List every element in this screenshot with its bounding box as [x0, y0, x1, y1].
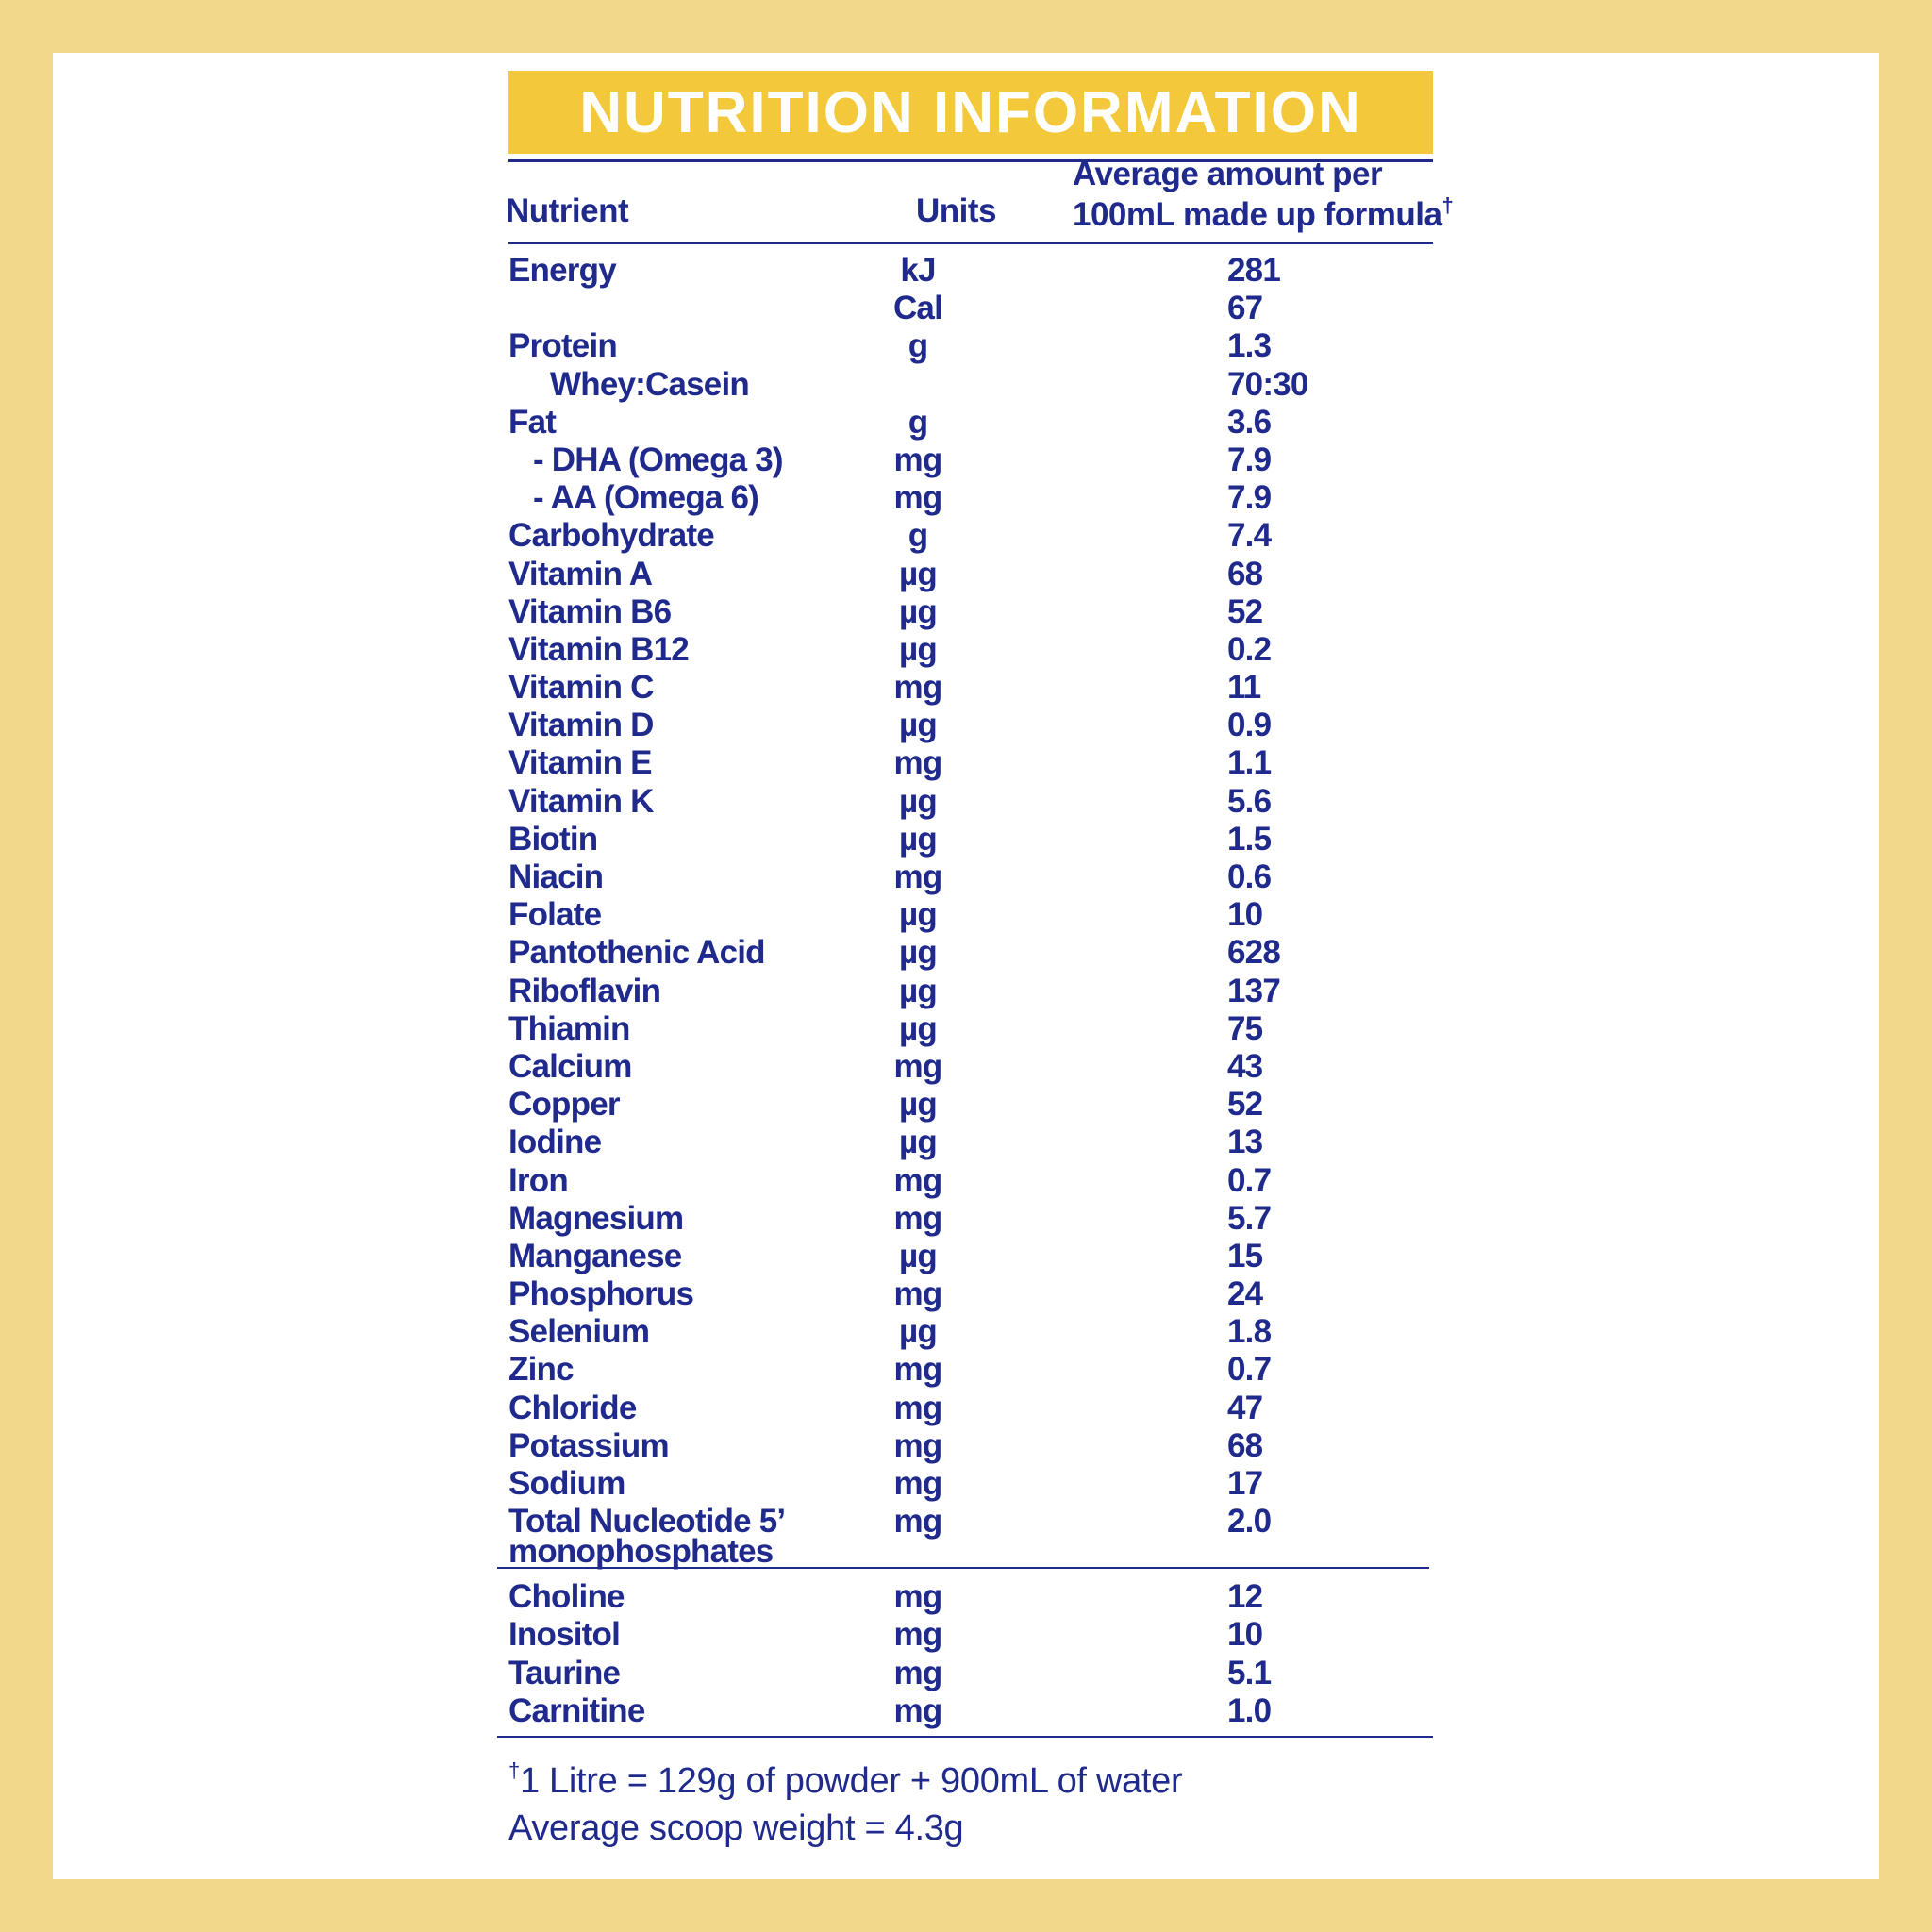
unit-cell: µg: [899, 630, 937, 668]
unit-cell: mg: [893, 1389, 942, 1426]
table-row: [508, 290, 1433, 327]
nutrient-name: Fat: [508, 403, 557, 441]
table-row: [508, 973, 1433, 1010]
unit-cell: mg: [893, 1654, 942, 1691]
unit-cell: mg: [893, 1578, 942, 1616]
page-title: NUTRITION INFORMATION: [579, 79, 1362, 145]
value-cell: 1.0: [1227, 1691, 1272, 1729]
unit-cell: µg: [899, 972, 937, 1009]
table-header: [506, 156, 1454, 242]
nutrient-name: Thiamin: [508, 1009, 630, 1047]
nutrient-name: Riboflavin: [508, 972, 661, 1009]
unit-cell: g: [908, 517, 928, 555]
value-cell: 10: [1227, 1616, 1263, 1654]
title-bar: [508, 71, 1433, 154]
value-cell: 1.1: [1227, 744, 1272, 782]
unit-cell: mg: [893, 1691, 942, 1729]
table-row: [508, 252, 1433, 290]
unit-cell: mg: [893, 744, 942, 782]
table-row: [508, 1390, 1433, 1427]
value-cell: 137: [1227, 972, 1280, 1009]
table-row: [508, 1238, 1433, 1275]
header-amount-mark: †: [1441, 193, 1454, 217]
unit-cell: mg: [893, 1465, 942, 1502]
value-cell: 5.1: [1227, 1654, 1272, 1691]
nutrient-name: Vitamin K: [508, 782, 654, 820]
header-nutrient: Nutrient: [506, 192, 629, 229]
table-row: [508, 1351, 1433, 1389]
nutrient-name: Choline: [508, 1578, 625, 1616]
nutrient-name: Chloride: [508, 1389, 637, 1426]
table-row: [508, 821, 1433, 858]
value-cell: 5.6: [1227, 782, 1272, 820]
table-row: [508, 1275, 1433, 1313]
unit-cell: mg: [893, 669, 942, 707]
value-cell: 47: [1227, 1389, 1263, 1426]
unit-cell: g: [908, 403, 928, 441]
value-cell: 75: [1227, 1009, 1263, 1047]
unit-cell: µg: [899, 707, 937, 744]
unit-cell: µg: [899, 1086, 937, 1124]
value-cell: 3.6: [1227, 403, 1272, 441]
nutrient-name: Iodine: [508, 1124, 602, 1161]
nutrient-name: Vitamin B12: [508, 630, 689, 668]
value-cell: 52: [1227, 1086, 1263, 1124]
value-cell: 11: [1227, 669, 1261, 707]
nutrient-name: Copper: [508, 1086, 620, 1124]
value-cell: 7.9: [1227, 479, 1272, 517]
nutrient-name-line2: monophosphates: [508, 1533, 774, 1571]
table-row: [508, 1200, 1433, 1238]
table-row: [508, 1010, 1433, 1048]
value-cell: 0.9: [1227, 707, 1272, 744]
nutrient-name: Taurine: [508, 1654, 621, 1691]
value-cell: 0.7: [1227, 1161, 1272, 1199]
nutrient-name: Niacin: [508, 858, 604, 895]
nutrient-name: Iron: [508, 1161, 568, 1199]
table-row: [508, 327, 1433, 365]
value-cell: 1.8: [1227, 1313, 1272, 1351]
value-cell: 43: [1227, 1047, 1263, 1085]
unit-cell: mg: [893, 479, 942, 517]
value-cell: 7.4: [1227, 517, 1272, 555]
nutrient-name: Vitamin A: [508, 555, 653, 592]
unit-cell: mg: [893, 1199, 942, 1237]
value-cell: 1.5: [1227, 820, 1272, 858]
value-cell: 7.9: [1227, 441, 1272, 478]
table-row: [508, 1427, 1433, 1465]
nutrient-name: Energy: [508, 252, 616, 289]
nutrient-name: Pantothenic Acid: [508, 934, 765, 972]
nutrient-name: Calcium: [508, 1047, 632, 1085]
nutrient-name: Selenium: [508, 1313, 650, 1351]
table-row: [508, 934, 1433, 972]
value-cell: 0.7: [1227, 1351, 1272, 1389]
header-amount: [1073, 156, 1454, 233]
unit-cell: mg: [893, 1503, 942, 1541]
table-row: [508, 556, 1433, 593]
unit-cell: Cal: [892, 290, 943, 327]
nutrient-name: - AA (Omega 6): [533, 479, 759, 517]
footnote-line2: Average scoop weight = 4.3g: [508, 1807, 964, 1848]
nutrient-name: Vitamin D: [508, 707, 654, 744]
table-row: [508, 783, 1433, 821]
nutrient-name: Sodium: [508, 1465, 625, 1502]
nutrient-name: Manganese: [508, 1237, 682, 1274]
table-row: [508, 1503, 1433, 1571]
nutrient-rows: [508, 244, 1433, 1571]
unit-cell: µg: [899, 820, 937, 858]
header-amount-line2: 100mL made up formula: [1073, 196, 1442, 233]
nutrition-panel: [506, 71, 1454, 1852]
nutrient-name: Whey:Casein: [550, 365, 749, 403]
value-cell: 1.3: [1227, 327, 1272, 365]
value-cell: 12: [1227, 1578, 1263, 1616]
table-row: [508, 1465, 1433, 1503]
value-cell: 52: [1227, 592, 1263, 630]
nutrient-name: - DHA (Omega 3): [533, 441, 783, 478]
table-row: [508, 1162, 1433, 1200]
table-row: [508, 1086, 1433, 1124]
nutrient-name: Vitamin B6: [508, 592, 672, 630]
unit-cell: mg: [893, 858, 942, 895]
value-cell: 10: [1227, 896, 1263, 934]
unit-cell: µg: [899, 1009, 937, 1047]
table-row: [508, 744, 1433, 782]
unit-cell: µg: [899, 592, 937, 630]
value-cell: 68: [1227, 1426, 1263, 1464]
nutrient-name: Biotin: [508, 820, 598, 858]
nutrient-name: [508, 1503, 786, 1571]
footnote-line1-text: 1 Litre = 129g of powder + 900mL of water: [519, 1760, 1183, 1801]
value-cell: 5.7: [1227, 1199, 1272, 1237]
nutrient-name: Carnitine: [508, 1691, 645, 1729]
table-row: [508, 1616, 1433, 1654]
unit-cell: µg: [899, 1237, 937, 1274]
table-row: [508, 366, 1433, 404]
unit-cell: kJ: [900, 252, 936, 289]
unit-cell: g: [908, 327, 928, 365]
nutrient-name-line1: Total Nucleotide 5’: [508, 1503, 786, 1541]
unit-cell: mg: [893, 1047, 942, 1085]
header-amount-line1: Average amount per: [1073, 156, 1383, 192]
value-cell: 628: [1227, 934, 1280, 972]
nutrient-name: Vitamin E: [508, 744, 652, 782]
table-row: [508, 1048, 1433, 1086]
nutrient-name: Vitamin C: [508, 669, 654, 707]
value-cell: 0.2: [1227, 630, 1272, 668]
table-row: [508, 1313, 1433, 1351]
value-cell: 2.0: [1227, 1503, 1272, 1541]
table-row: [508, 707, 1433, 744]
value-cell: 67: [1227, 290, 1263, 327]
footnote-line1: [508, 1747, 1433, 1805]
unit-cell: mg: [893, 1161, 942, 1199]
table-row: [508, 1578, 1433, 1616]
unit-cell: mg: [893, 441, 942, 478]
header-units: Units: [916, 192, 996, 229]
table-row: [508, 479, 1433, 517]
unit-cell: µg: [899, 782, 937, 820]
unit-cell: mg: [893, 1275, 942, 1313]
value-cell: 15: [1227, 1237, 1263, 1274]
value-cell: 0.6: [1227, 858, 1272, 895]
value-cell: 281: [1227, 252, 1280, 289]
table-row: [508, 441, 1433, 479]
unit-cell: µg: [899, 896, 937, 934]
nutrient-name: Phosphorus: [508, 1275, 694, 1313]
table-row: [508, 669, 1433, 707]
nutrient-name: Folate: [508, 896, 602, 934]
footnote: [508, 1738, 1433, 1852]
table-row: [508, 593, 1433, 631]
table-row: [508, 517, 1433, 555]
value-cell: 17: [1227, 1465, 1263, 1502]
table-row: [508, 858, 1433, 896]
nutrient-name: Potassium: [508, 1426, 669, 1464]
footnote-mark: †: [508, 1757, 520, 1782]
nutrient-name: Protein: [508, 327, 617, 365]
unit-cell: µg: [899, 555, 937, 592]
nutrient-name: Magnesium: [508, 1199, 684, 1237]
table-row: [508, 631, 1433, 669]
table-row: [508, 1655, 1433, 1692]
unit-cell: µg: [899, 934, 937, 972]
nutrient-name: Zinc: [508, 1351, 574, 1389]
unit-cell: mg: [893, 1426, 942, 1464]
table-row: [508, 1692, 1433, 1730]
value-cell: 68: [1227, 555, 1263, 592]
nutrient-name: Carbohydrate: [508, 517, 714, 555]
unit-cell: µg: [899, 1124, 937, 1161]
value-cell: 24: [1227, 1275, 1263, 1313]
unit-cell: mg: [893, 1616, 942, 1654]
extra-nutrient-rows: [508, 1578, 1433, 1730]
unit-cell: mg: [893, 1351, 942, 1389]
table-row: [508, 404, 1433, 441]
nutrient-name: Inositol: [508, 1616, 621, 1654]
unit-cell: µg: [899, 1313, 937, 1351]
value-cell: 70:30: [1227, 365, 1308, 403]
table-row: [508, 896, 1433, 934]
value-cell: 13: [1227, 1124, 1263, 1161]
table-row: [508, 1124, 1433, 1161]
